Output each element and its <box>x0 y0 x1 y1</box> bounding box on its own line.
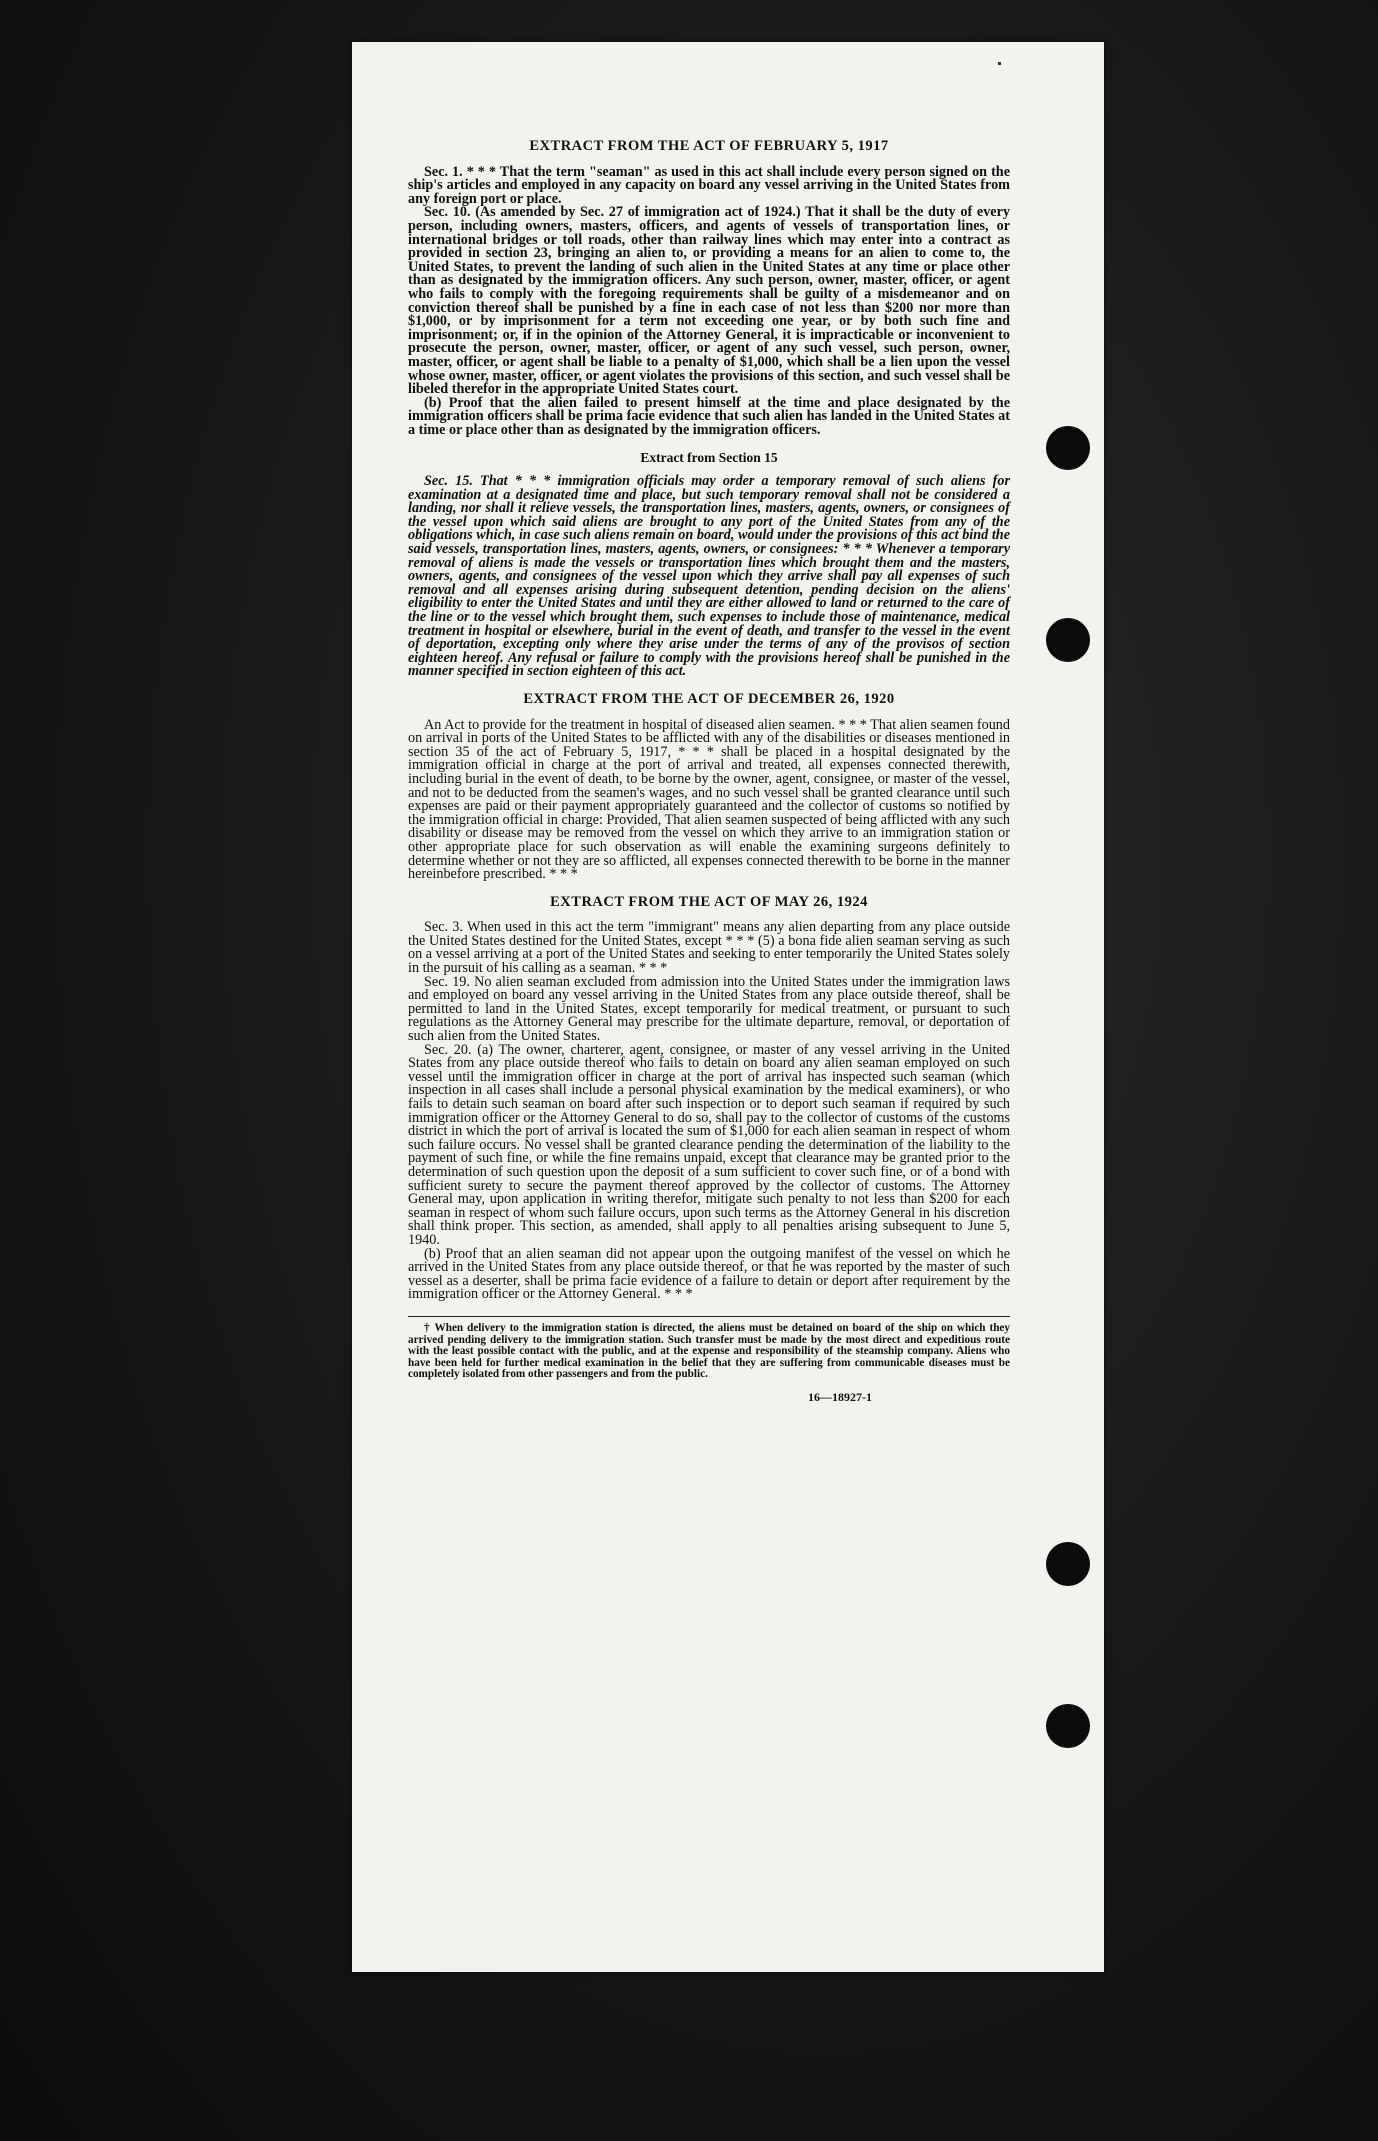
section-act-may-1924 <box>408 893 1010 1303</box>
paragraph-sec-10-b: (b) Proof that the alien failed to present himself at the time and place designated by the immigration officers shall be prima facie evidence that such alien has landed in the United States at a time or place other than as designated by the immigration officers. <box>408 394 1010 438</box>
paragraph-sec-1: Sec. 1. * * * That the term "seaman" as used in this act shall include every person signed on the ship's articles and employed in any capacity on board any vessel arriving in the United States from any foreign port or place. <box>408 163 1010 207</box>
document-number: 16—18927-1 <box>808 1389 872 1404</box>
document-page <box>352 42 1104 1972</box>
scan-speck <box>998 62 1001 65</box>
heading-act-may-1924: EXTRACT FROM THE ACT OF MAY 26, 1924 <box>550 893 868 910</box>
heading-act-dec-1920: EXTRACT FROM THE ACT OF DECEMBER 26, 1920 <box>523 690 895 707</box>
paragraph-sec-20-b: (b) Proof that an alien seaman did not appear upon the outgoing manifest of the vessel on which he arrived in the United States from any place outside thereof, or that he was reported by the master of such vessel as a deserter, shall be prima facie evidence of a failure to detain or deport after requirement by the immigration officer or the Attorney General. * * * <box>408 1245 1010 1303</box>
paragraph-sec-10: Sec. 10. (As amended by Sec. 27 of immigration act of 1924.) That it shall be the duty of every person, including owners, masters, officers, and agents of vessels of transportation lines, or international bridges or toll roads, other than railway lines which may enter into a contract as provided in section 23, bringing an alien to, or providing a means for an alien to come to, the United States, to prevent the landing of such alien in the United States at any time or place other than as designated by the immigration officers. Any such person, owner, master, officer, or agent who fails to comply with the foregoing requirements shall be guilty of a misdemeanor and on conviction thereof shall be punished by a fine in each case of not less than $200 nor more than $1,000, or by imprisonment for a term not exceeding one year, or by both such fine and imprisonment; or, if in the opinion of the Attorney General, it is impracticable or inconvenient to prosecute the person, owner, master, officer, or agent of any such vessel, such person, owner, master, officer, or agent shall be liable to a penalty of $1,000, which shall be a lien upon the vessel whose owner, master, officer, or agent violates the provisions of this section, and such vessel shall be libeled therefor in the appropriate United States court. <box>408 204 1010 398</box>
paragraph-sec-15: Sec. 15. That * * * immigration officials may order a temporary removal of such aliens for examination at a designated time and place, but such temporary removal shall not be considered a landing, nor shall it relieve vessels, the transportation lines, masters, agents, owners, or consignees of the vessel upon which said aliens are brought to any port of the United States from any of the obligations which, in case such aliens remain on board, would under the provisions of this act bind the said vessels, transportation lines, masters, agents, owners, or consignees: * * * Whenever a temporary removal of aliens is made the vessels or transportation lines which brought them and the masters, owners, agents, and consignees of the vessel upon which they arrive shall pay all expenses of such removal and all expenses arising during subsequent detention, pending decision on the aliens' eligibility to enter the United States and until they are either allowed to land or returned to the care of the line or to the vessel which brought them, such expenses to include those of maintenance, medical treatment in hospital or elsewhere, burial in the event of death, and transfer to the vessel in the event of deportation, excepting only where they arise under the terms of any of the provisos of section eighteen hereof. Any refusal or failure to comply with the provisions hereof shall be punished in the manner specified in section eighteen of this act. <box>408 473 1010 680</box>
section-extract-sec-15 <box>408 451 1010 679</box>
footnote: † When delivery to the immigration station is directed, the aliens must be detained on board of the ship on which they arrived pending delivery to the immigration station. Such transfer must be made by the most direct and expeditious route with the least possible contact with the public, and at the expense and responsibility of the steamship company. Aliens who have been held for further medical examination in the belief that they are suffering from communicable diseases must be completely isolated from other passengers and from the public. <box>408 1321 1010 1381</box>
paragraph-sec-20-a: Sec. 20. (a) The owner, charterer, agent, consignee, or master of any vessel arriving in the United States from any place outside thereof who fails to detain on board any alien seaman employed on such vessel until the immigration officer in charge at the port of arrival has inspected such seaman (which inspection in all cases shall include a personal physical examination by the medical examiners), or who fails to detain such seaman on board after such inspection or to deport such seaman if required by such immigration officer or the Attorney General to do so, shall pay to the collector of customs of the customs district in which the port of arrival is located the sum of $1,000 for each alien seaman in respect of whom such failure occurs. No vessel shall be granted clearance pending the determination of the liability to the payment of such fine, or while the fine remains unpaid, except that clearance may be granted prior to the determination of such question upon the deposit of a sum sufficient to cover such fine, or of a bond with sufficient surety to secure the payment thereof approved by the collector of customs. The Attorney General may, upon application in writing therefor, mitigate such penalty to not less than $200 for each seaman in respect of whom such failure occurs, upon such terms as the Attorney General in his discretion shall think proper. This section, as amended, shall apply to all penalties arising subsequent to June 5, 1940. <box>408 1041 1010 1248</box>
section-act-dec-1920 <box>408 690 1010 883</box>
paragraph-sec-19: Sec. 19. No alien seaman excluded from admission into the United States under the immigration laws and employed on board any vessel arriving in the United States from any place outside thereof, shall be permitted to land in the United States, except temporarily for medical treatment, or pursuant to such regulations as the Attorney General may prescribe for the ultimate departure, removal, or deportation of such alien from the United States. <box>408 973 1010 1045</box>
document-text <box>408 140 1010 1404</box>
punch-hole <box>1046 1704 1090 1748</box>
footnote-divider <box>408 1316 1010 1317</box>
subheading-extract-sec-15: Extract from Section 15 <box>640 450 778 466</box>
heading-act-feb-1917: EXTRACT FROM THE ACT OF FEBRUARY 5, 1917 <box>529 138 889 154</box>
paragraph-sec-3: Sec. 3. When used in this act the term "immigrant" means any alien departing from any place outside the United States destined for the United States, except * * * (5) a bona fide alien seaman serving as such on a vessel arriving at a port of the United States and seeking to enter temporarily the United States solely in the pursuit of his calling as a seaman. * * * <box>408 919 1010 977</box>
paragraph-act-dec-1920: An Act to provide for the treatment in hospital of diseased alien seamen. * * * That alien seamen found on arrival in ports of the United States to be afflicted with any of the disabilities or diseases mentioned in section 35 of the act of February 5, 1917, * * * shall be placed in a hospital designated by the immigration official in charge at the port of arrival and treated, all expenses connected therewith, including burial in the event of death, to be borne by the owner, agent, consignee, or master of the vessel, and not to be deducted from the seamen's wages, and no such vessel shall be granted clearance until such expenses are paid or their payment appropriately guaranteed and the collector of customs so notified by the immigration official in charge: Provided, That alien seamen suspected of being afflicted with any such disability or disease may be removed from the vessel on which they arrive to an immigration station or other appropriate place for such observation as will enable the examining surgeons definitely to determine whether or not they are so afflicted, all expenses connected therewith to be borne in the manner hereinbefore prescribed. * * * <box>408 716 1010 883</box>
section-act-feb-1917 <box>408 140 1010 437</box>
punch-hole <box>1046 618 1090 662</box>
punch-hole <box>1046 1542 1090 1586</box>
punch-hole <box>1046 426 1090 470</box>
